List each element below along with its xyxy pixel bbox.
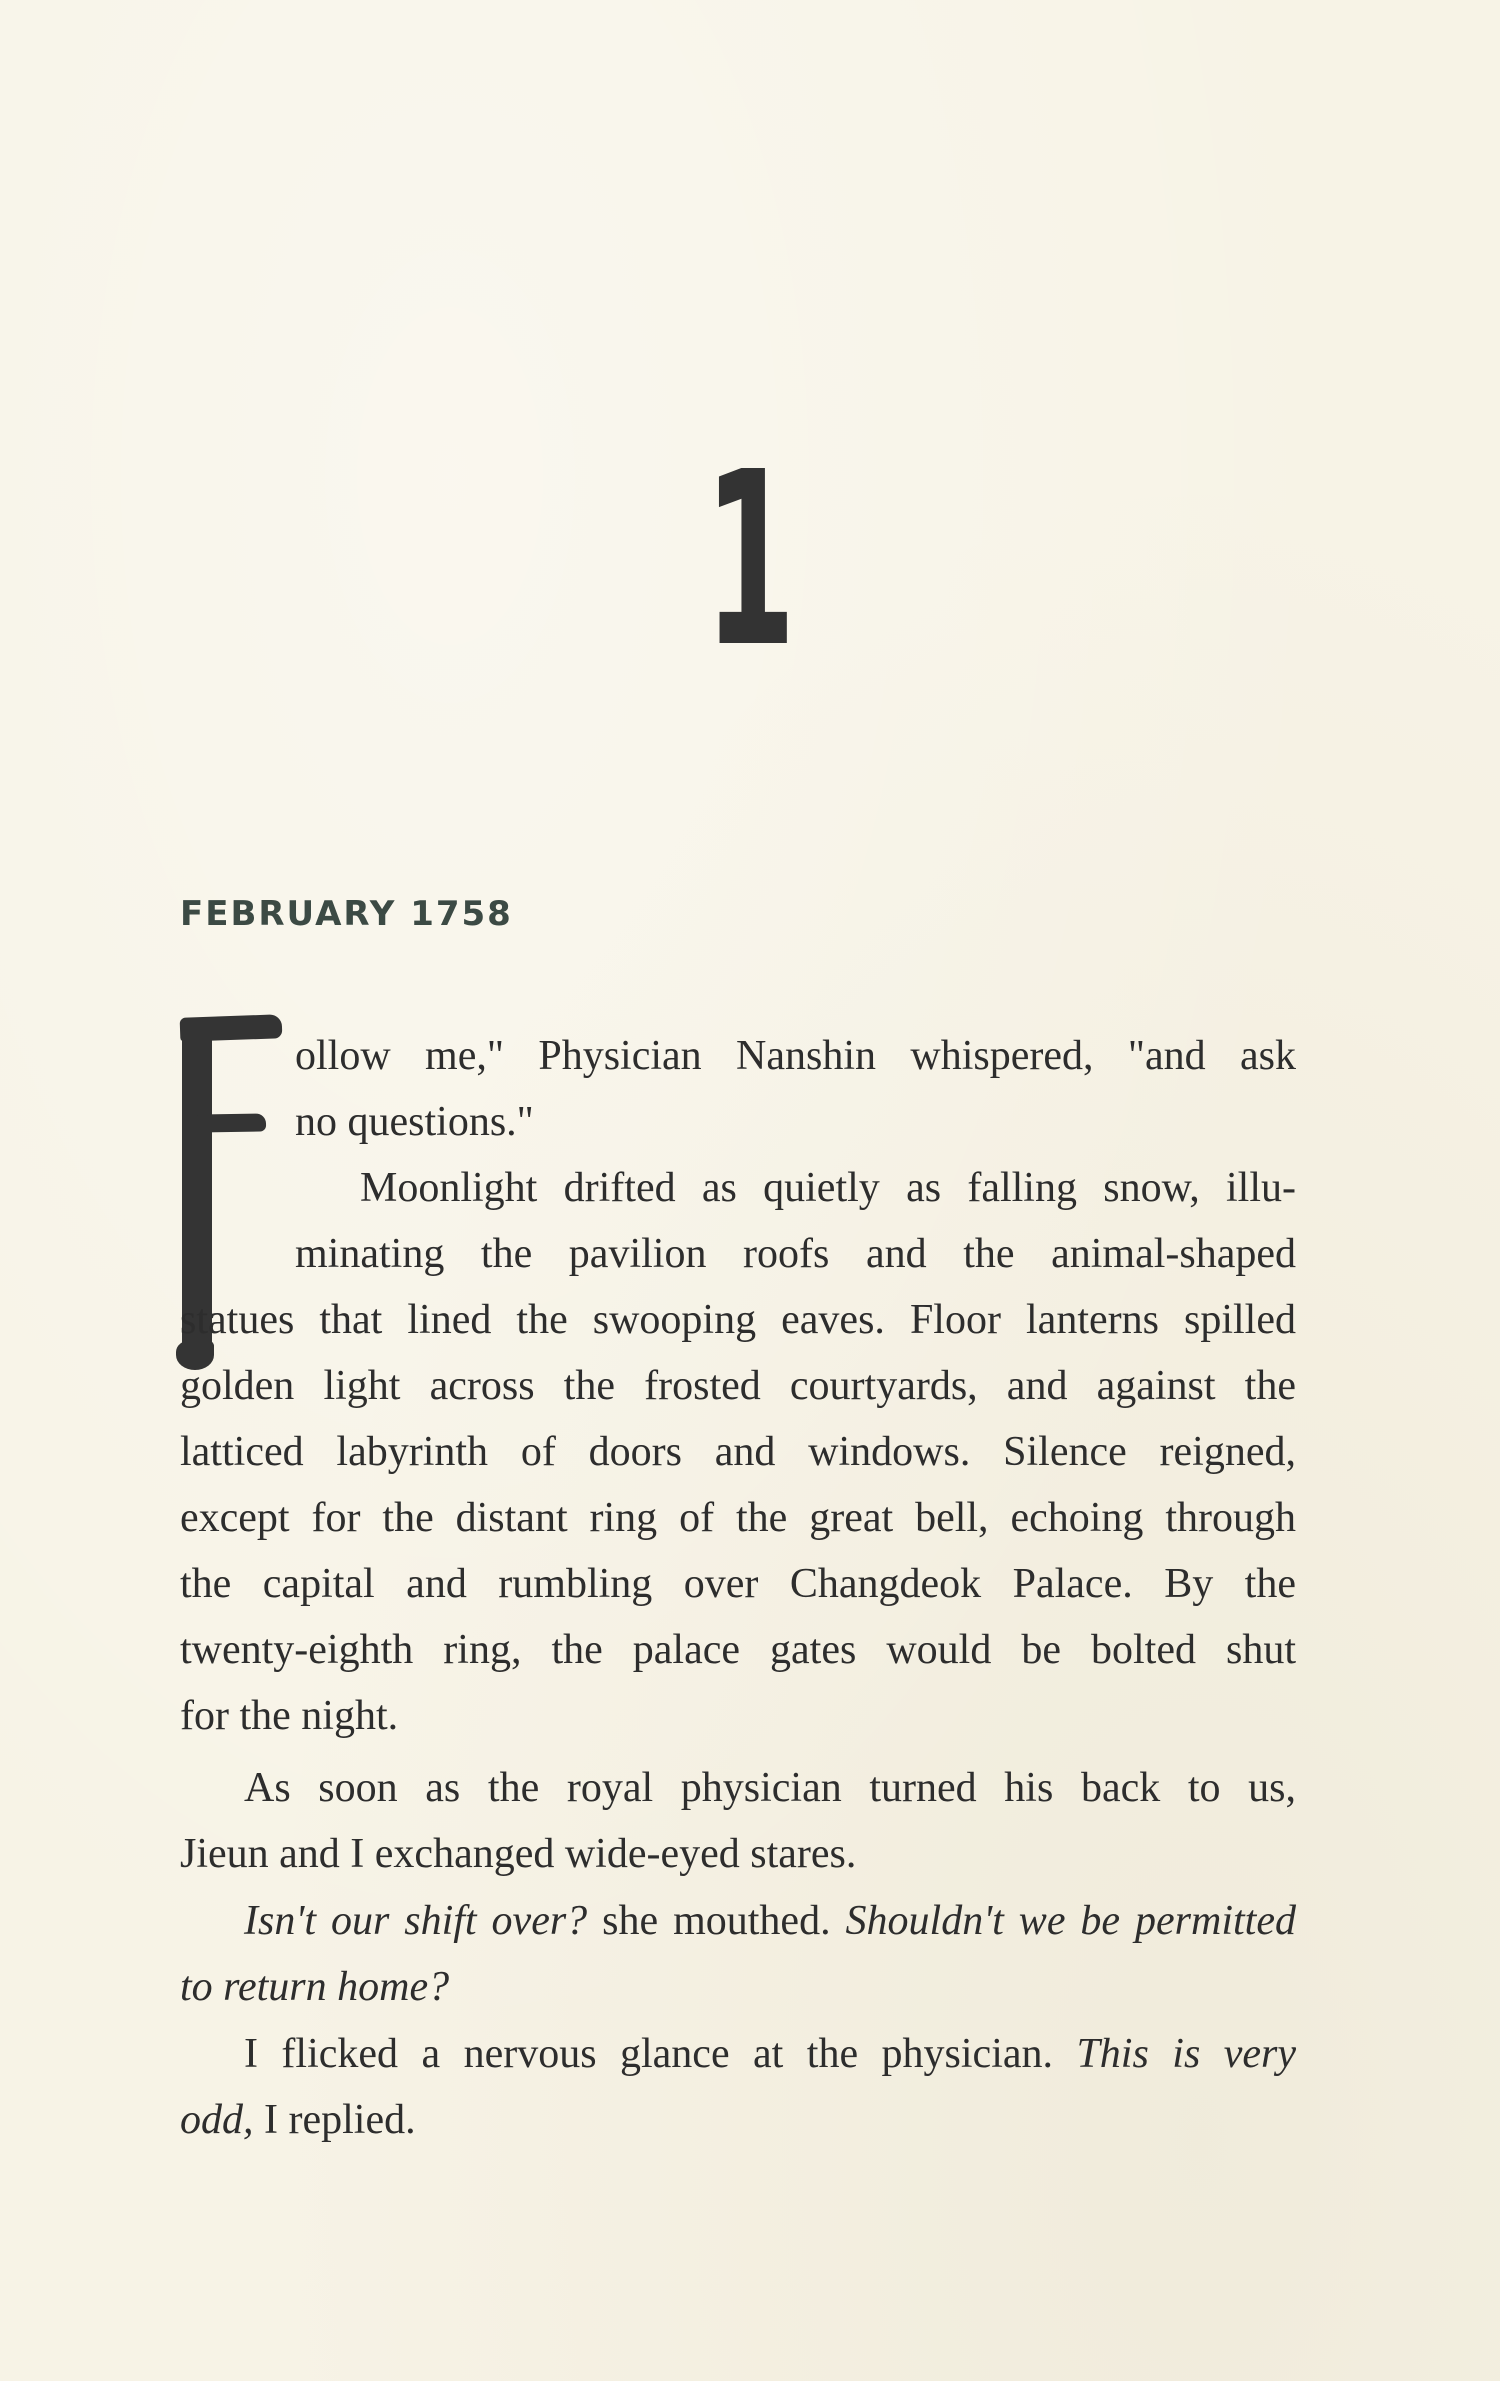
text-line xyxy=(244,1888,1296,1954)
italic-text: Isn't our shift over? xyxy=(244,1898,588,1944)
text-line: As soon as the royal physician turned his back to us, xyxy=(244,1765,1296,1811)
text-line: twenty-eighth ring, the palace gates would be bolted shut xyxy=(180,1627,1296,1673)
roman-text: I flicked a nervous glance at the physician. xyxy=(244,2031,1077,2077)
chapter-date-heading: FEBRUARY 1758 xyxy=(180,894,513,934)
text-line: to return home? xyxy=(180,1964,450,2010)
text-line: Jieun and I exchanged wide-eyed stares. xyxy=(180,1831,857,1877)
text-line: latticed labyrinth of doors and windows. Silence reigned, xyxy=(180,1429,1296,1475)
text-line xyxy=(180,2087,416,2153)
roman-text: she mouthed. xyxy=(587,1898,846,1944)
text-line: minating the pavilion roofs and the animal-shaped xyxy=(295,1231,1296,1277)
italic-text: odd, xyxy=(180,2097,254,2143)
text-line xyxy=(244,2021,1296,2087)
text-line: statues that lined the swooping eaves. Floor lanterns spilled xyxy=(180,1297,1296,1343)
chapter-number: 1 xyxy=(704,420,796,700)
roman-text: I replied. xyxy=(253,2097,416,2143)
text-line: Moonlight drifted as quietly as falling snow, illu- xyxy=(360,1165,1296,1211)
text-line: no questions." xyxy=(295,1099,534,1145)
text-line: golden light across the frosted courtyards, and against the xyxy=(180,1363,1296,1409)
text-line: except for the distant ring of the great bell, echoing through xyxy=(180,1495,1296,1541)
text-line: the capital and rumbling over Changdeok Palace. By the xyxy=(180,1561,1296,1607)
drop-cap-middle-bar xyxy=(196,1113,266,1132)
text-line: ollow me," Physician Nanshin whispered, "and ask xyxy=(295,1033,1296,1079)
italic-text: Shouldn't we be permitted xyxy=(845,1898,1296,1944)
text-line: for the night. xyxy=(180,1693,399,1739)
italic-text: This is very xyxy=(1076,2031,1296,2077)
